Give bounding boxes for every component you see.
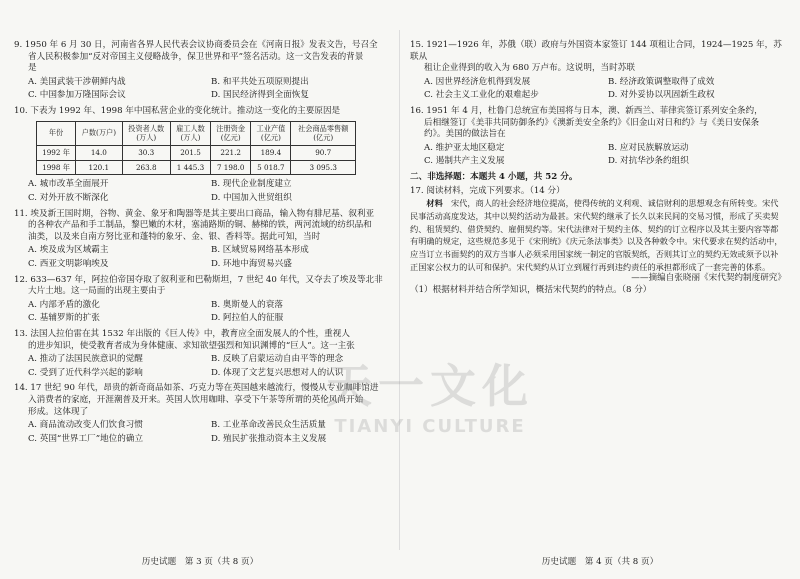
q12-option-a: A. 内部矛盾的激化 xyxy=(28,299,100,310)
question-9 xyxy=(14,40,388,102)
q16-option-a: A. 维护亚太地区稳定 xyxy=(424,142,505,153)
q10-header: 雇工人数 (万人) xyxy=(170,121,210,145)
question-11 xyxy=(14,209,388,271)
table-cell: 189.4 xyxy=(251,146,291,161)
q9-option-c: C. 中国参加万隆国际会议 xyxy=(28,90,126,101)
table-cell: 7 198.0 xyxy=(211,160,251,175)
q10-option-b: B. 现代企业制度建立 xyxy=(211,179,292,190)
question-17 xyxy=(410,186,786,297)
q17-material xyxy=(410,197,786,273)
q13-option-a: A. 推动了法国民族意识的觉醒 xyxy=(28,354,143,365)
q15-option-a: A. 因世界经济危机得到发展 xyxy=(424,76,531,87)
q10-header: 注册资金 (亿元) xyxy=(211,121,251,145)
q14-option-c: C. 英国“世界工厂”地位的确立 xyxy=(28,433,144,444)
q14-option-b: B. 工业革命改善民众生活质量 xyxy=(211,420,326,431)
page-3-footer: 历史试题 第 3 页（共 8 页） xyxy=(141,557,259,568)
table-row xyxy=(37,146,356,161)
page-4-footer: 历史试题 第 4 页（共 8 页） xyxy=(541,557,659,568)
q16-option-d: D. 对抗华沙条约组织 xyxy=(608,156,689,167)
q10-table-header-row xyxy=(37,121,356,145)
q12-options xyxy=(14,300,388,325)
q16-stem-line3: 约》。美国的做法旨在 xyxy=(424,129,506,140)
table-cell: 120.1 xyxy=(76,160,123,175)
q10-table xyxy=(36,121,356,176)
q12-option-c: C. 基辅罗斯的扩张 xyxy=(28,313,100,324)
q14-option-a: A. 商品流动改变人们饮食习惯 xyxy=(28,420,143,431)
q10-header: 社会商品零售额 (亿元) xyxy=(291,121,356,145)
q12-stem-line1: 12. 633—637 年，阿拉伯帝国夺取了叙利亚和巴勒斯坦，7 世纪 40 年代，又夺去了埃及等北非 xyxy=(14,274,383,285)
page-3-column xyxy=(14,40,388,539)
q9-stem-line2: 省人民积极参加“反对帝国主义侵略战争，保卫世界和平”签名活动。这一文告发表的背景 xyxy=(28,51,364,62)
exam-page-4 xyxy=(400,0,800,579)
table-cell: 90.7 xyxy=(291,146,356,161)
q17-stem: 17. 阅读材料，完成下列要求。（14 分） xyxy=(410,185,565,196)
table-cell: 5 018.7 xyxy=(251,160,291,175)
q9-option-d: D. 国民经济得到全面恢复 xyxy=(211,90,309,101)
q13-stem-line1: 13. 法国人拉伯雷在其 1532 年出版的《巨人传》中，教育应全面发展人的个性，重视人 xyxy=(14,328,350,339)
q9-option-a: A. 美国武装干涉朝鲜内战 xyxy=(28,76,126,87)
q15-option-b: B. 经济政策调整取得了成效 xyxy=(608,76,715,87)
table-cell: 1992 年 xyxy=(37,146,76,161)
q11-stem-line3: 油类，以及来自南方努比亚和蓬特的象牙、金、银、香料等。据此可知，当时 xyxy=(28,231,321,242)
q11-option-d: D. 环地中海贸易兴盛 xyxy=(211,259,292,269)
q15-options xyxy=(410,77,786,102)
q10-options xyxy=(14,179,388,204)
q11-option-a: A. 埃及成为区域霸主 xyxy=(28,245,109,256)
q14-options xyxy=(14,420,388,445)
table-cell: 263.8 xyxy=(122,160,170,175)
question-16 xyxy=(410,106,786,168)
page-4-column xyxy=(410,40,786,539)
q16-stem-line1: 16. 1951 年 4 月，杜鲁门总统宣布美国将与日本，澳、新西兰、菲律宾签订系列安全条约， xyxy=(410,105,763,116)
table-row xyxy=(37,160,356,175)
q14-option-d: D. 殖民扩张推动资本主义发展 xyxy=(211,433,327,444)
q10-header: 投资者人数 (万人) xyxy=(122,121,170,145)
q10-header: 年份 xyxy=(37,121,76,145)
q9-stem-line1: 9. 1950 年 6 月 30 日，河南省各界人民代表会议协商委员会在《河南日报》发表文告，号召全 xyxy=(14,40,378,50)
table-cell: 30.3 xyxy=(122,146,170,161)
q17-subquestion-1: （1）根据材料并结合所学知识，概括宋代契约的特点。（8 分） xyxy=(410,284,652,295)
q11-option-b: B. 区域贸易网络基本形成 xyxy=(211,245,309,256)
watermark-line1: 天一文化 xyxy=(326,359,534,413)
question-10 xyxy=(14,106,388,205)
question-14 xyxy=(14,383,388,445)
q9-option-b: B. 和平共处五项原则提出 xyxy=(211,76,309,87)
q11-stem-line2: 的各种农产品和手工制品，黎巴嫩的木材，塞浦路斯的铜、赫梯的铁，两河流域的纺织品和 xyxy=(28,220,372,231)
q16-stem-line2: 后相继签订《美菲共同防御条约》《澳新美安全条约》《旧金山对日和约》与《美日安保条 xyxy=(424,117,760,128)
table-cell: 1998 年 xyxy=(37,160,76,175)
table-cell: 221.2 xyxy=(211,146,251,161)
q17-material-text: 宋代，商人的社会经济地位提高，使得传统的义利观、诚信财利的思想观念有所转变。宋代民事活动高度发达，其中以契约活动为最甚。宋代契约继承了长久以来民间的交易习惯，形成了买卖契约、租赁契约、借贷契约、雇佣契约等。宋代法律对于契约主体、契约的订立程序以及其主要内容等都有明确的规定，这些规范多见于《宋刑统》《庆元条法事类》以及各种敕令中。宋代要求在契约活动中，应当订立书面契约的双方当事人必须采用国家统一制定的官版契纸，否则其订立的契约无效或须予以补正国家公权力的认可和保护。宋代契约从订立到履行再到违约责任的承担都形成了一套完善的体系。 xyxy=(410,198,783,272)
table-cell: 3 095.3 xyxy=(291,160,356,175)
q15-option-d: D. 对外妥协以巩固新生政权 xyxy=(608,90,715,101)
q17-material-label: 材料 xyxy=(426,198,443,209)
section-heading-nonchoice: 二、非选择题：本题共 4 小题，共 52 分。 xyxy=(410,171,578,182)
q10-header: 户数(万户) xyxy=(76,121,123,145)
question-12 xyxy=(14,275,388,325)
q15-stem-line2: 租让企业得到的收入为 680 万卢布。这说明，当时苏联 xyxy=(424,63,635,74)
watermark-line2: TIANYI CULTURE xyxy=(334,416,526,437)
q10-header: 工业产值 (亿元) xyxy=(251,121,291,145)
table-cell: 1 445.3 xyxy=(170,160,210,175)
q14-stem-line2: 入消费者的家庭，开涯潮普及开来。英国人饮用咖啡、享受下午茶等所谓的英伦风尚开始 xyxy=(28,394,364,405)
q16-option-c: C. 遏制共产主义发展 xyxy=(424,156,505,167)
q13-option-c: C. 受到了近代科学兴起的影响 xyxy=(28,367,143,378)
table-cell: 201.5 xyxy=(170,146,210,161)
q12-option-b: B. 奥斯曼人的衰落 xyxy=(211,299,283,310)
q10-option-c: C. 对外开放不断深化 xyxy=(28,193,109,204)
q9-stem-line3: 是 xyxy=(28,63,37,74)
q11-option-c: C. 西亚文明影响埃及 xyxy=(28,259,109,269)
question-13 xyxy=(14,329,388,379)
question-15 xyxy=(410,40,786,102)
q12-stem-line2: 大片土地。这一局面的出现主要由于 xyxy=(28,286,166,297)
q15-option-c: C. 社会主义工业化的艰难起步 xyxy=(424,90,539,101)
q10-option-a: A. 城市改革全面展开 xyxy=(28,179,109,190)
q16-options xyxy=(410,143,786,168)
q11-stem-line1: 11. 埃及新王国时期，谷物、黄金、象牙和陶器等是其主要出口商品，输入物有腓尼基、叙利亚 xyxy=(14,208,375,219)
q10-option-d: D. 中国加入世贸组织 xyxy=(211,193,292,204)
q16-option-b: B. 应对民族解放运动 xyxy=(608,142,689,153)
q10-stem: 10. 下表为 1992 年、1998 年中国私营企业的变化统计。推动这一变化的主要原因是 xyxy=(14,105,341,116)
q13-option-b: B. 反映了启蒙运动自由平等的理念 xyxy=(211,354,344,365)
q14-stem-line1: 14. 17 世纪 90 年代，昂贵的新奇商品如茶、巧克力等在英国越来越流行，慢慢从专业咖啡馆进 xyxy=(14,383,379,394)
q12-option-d: D. 阿拉伯人的征服 xyxy=(211,313,284,324)
q14-stem-line3: 形成。这体现了 xyxy=(28,406,89,417)
q11-options xyxy=(14,245,388,270)
q13-option-d: D. 体现了文艺复兴思想对人的认识 xyxy=(211,367,344,378)
q17-source: ——摘编自张晓丽《宋代契约制度研究》 xyxy=(631,273,786,284)
q13-stem-line2: 的进步知识，使受教育者成为身体健康、求知欲望强烈和知识渊博的“巨人”。这一主张 xyxy=(28,340,355,351)
table-cell: 14.0 xyxy=(76,146,123,161)
q15-stem-line1: 15. 1921—1926 年，苏俄（联）政府与外国资本家签订 144 项租让合同，1924—1925 年，苏联从 xyxy=(410,40,782,62)
q9-options xyxy=(14,77,388,102)
q13-options xyxy=(14,354,388,379)
